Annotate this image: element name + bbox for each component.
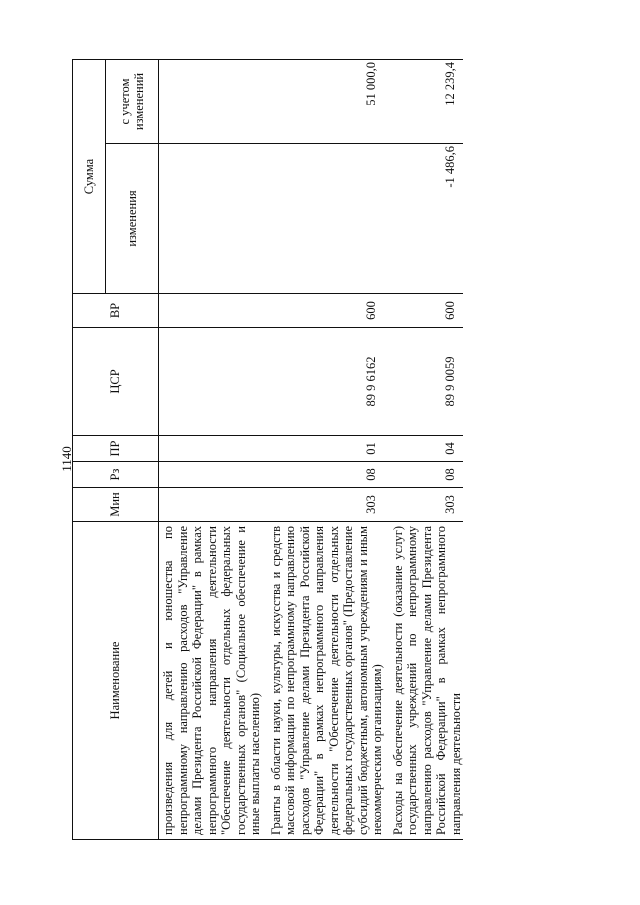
row-rz	[159, 462, 263, 488]
row-pr: 04	[385, 436, 464, 462]
table-row	[159, 60, 263, 840]
header-min: Мин	[73, 488, 159, 522]
row-rz: 08	[385, 462, 464, 488]
table-row	[263, 60, 385, 840]
row-min: 303	[385, 488, 464, 522]
row-csr: 89 9 6162	[263, 328, 385, 436]
header-vr: ВР	[73, 294, 159, 328]
table-body	[159, 60, 464, 840]
table-row	[385, 60, 464, 840]
table-header	[73, 60, 159, 840]
header-csr: ЦСР	[73, 328, 159, 436]
row-vr	[159, 294, 263, 328]
page-number: 1140	[59, 446, 74, 472]
rotated-page	[72, 60, 592, 840]
row-with-changes: 51 000,0	[263, 60, 385, 144]
row-changes	[159, 144, 263, 294]
header-with-changes: с учетом изменений	[106, 60, 159, 144]
row-csr: 89 9 0059	[385, 328, 464, 436]
header-name: Наименование	[73, 522, 159, 840]
row-changes	[263, 144, 385, 294]
header-sum: Сумма	[73, 60, 106, 294]
header-pr: ПР	[73, 436, 159, 462]
row-name: произведения для детей и юношества по непрограммному направлению расходов "Управление делами Президента Российской Федерации" в рамках непрограммного направления деятельности "Обеспечение деятельности отдельных федеральных государственных органов" (Социальное обеспечение и иные выплаты населению)	[159, 522, 263, 840]
row-rz: 08	[263, 462, 385, 488]
row-name: Расходы на обеспечение деятельности (оказание услуг) государственных учреждений по непрограммному направлению расходов "Управление делами Президента Российской Федерации" в рамках непрограммного направления деятельности	[385, 522, 464, 840]
row-changes: -1 486,6	[385, 144, 464, 294]
budget-table	[72, 59, 463, 840]
row-with-changes: 12 239,4	[385, 60, 464, 144]
row-min: 303	[263, 488, 385, 522]
row-csr	[159, 328, 263, 436]
row-min	[159, 488, 263, 522]
row-pr	[159, 436, 263, 462]
row-name: Гранты в области науки, культуры, искусства и средств массовой информации по непрограммному направлению расходов "Управление делами Президента Российской Федерации" в рамках непрограммного направления деятельности "Обеспечение деятельности отдельных федеральных государственных органов" (Предоставление субсидий бюджетным, автономным учреждениям и иным некоммерческим организациям)	[263, 522, 385, 840]
header-changes: изменения	[106, 144, 159, 294]
header-rz: Рз	[73, 462, 159, 488]
row-pr: 01	[263, 436, 385, 462]
row-with-changes	[159, 60, 263, 144]
row-vr: 600	[263, 294, 385, 328]
row-vr: 600	[385, 294, 464, 328]
